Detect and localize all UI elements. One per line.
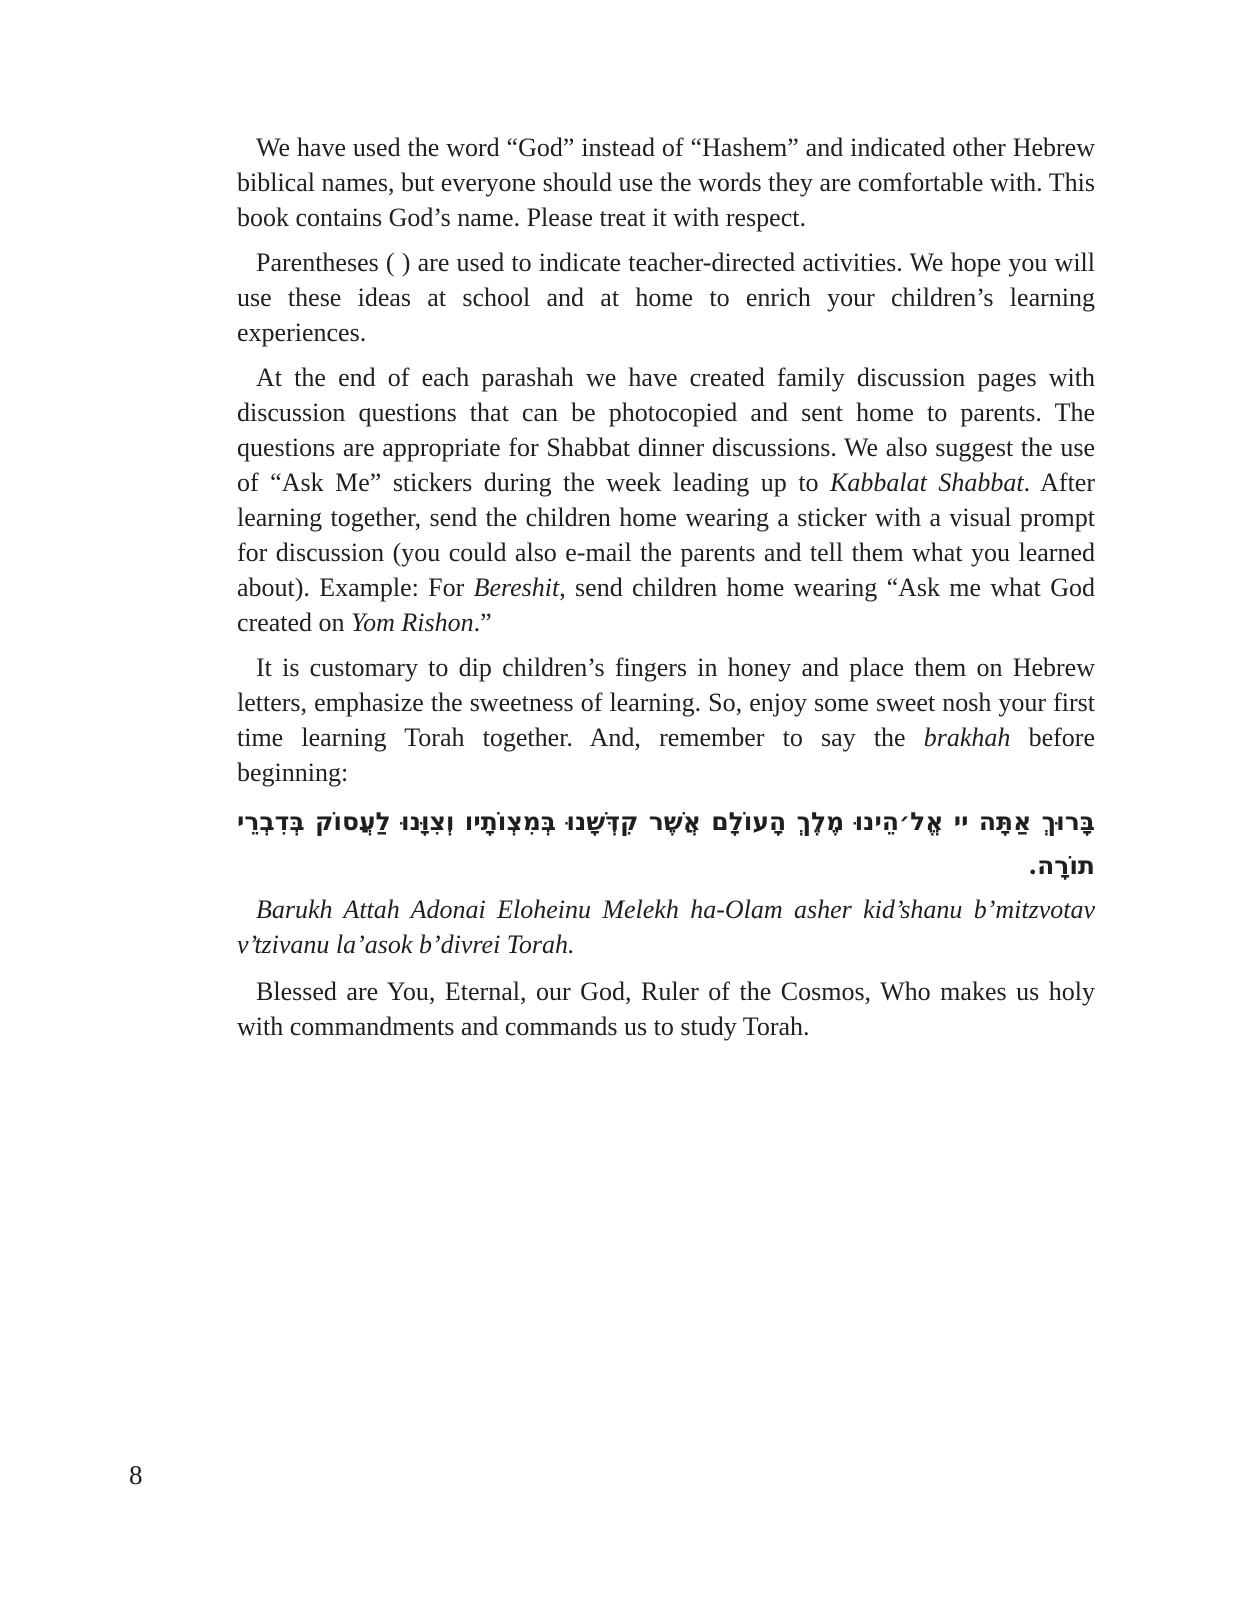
paragraph-transliteration	[237, 892, 1095, 962]
paragraph-honey-custom	[237, 650, 1095, 790]
paragraphs-container	[237, 130, 1095, 1044]
paragraph-god-name-note	[237, 130, 1095, 235]
text-segment: brakhah	[923, 723, 1011, 752]
paragraph-hebrew-blessing	[237, 800, 1095, 888]
text-segment: , send children home wearing “Ask me what God created on	[237, 573, 1095, 637]
text-segment: before beginning:	[237, 723, 1095, 787]
text-segment: Parentheses ( ) are used to indicate teacher-directed activities. We hope you will use these ideas at school and at home to enrich your children’s learning experiences.	[237, 248, 1095, 347]
text-segment: It is customary to dip children’s fingers in honey and place them on Hebrew letters, emphasize the sweetness of learning. So, enjoy some sweet nosh your first time learning Torah together. And, remember to say the	[237, 653, 1095, 752]
text-segment: Yom Rishon	[351, 608, 474, 637]
text-segment: We have used the word “God” instead of “Hashem” and indicated other Hebrew biblical names, but everyone should use the words they are comfortable with. This book contains God’s name. Please treat it with respect.	[237, 133, 1095, 232]
text-segment: Kabbalat Shabbat	[830, 468, 1024, 497]
text-segment: Blessed are You, Eternal, our God, Ruler of the Cosmos, Who makes us holy with commandments and commands us to study Torah.	[237, 977, 1095, 1041]
text-segment: Barukh Attah Adonai Eloheinu Melekh ha-Olam asher kid’shanu b’mitzvotav v’tzivanu la’asok b’divrei Torah.	[237, 895, 1095, 959]
text-segment: Bereshit	[473, 573, 560, 602]
paragraph-blessing-translation	[237, 974, 1095, 1044]
text-segment: . After learning together, send the children home wearing a sticker with a visual prompt for discussion (you could also e-mail the parents and tell them what you learned about). Example: For	[237, 468, 1096, 602]
text-block	[237, 130, 1095, 1054]
text-segment: בָּרוּךְ אַתָּה יי אֱל׳הֵינוּ מֶלֶךְ הָעוֹלָם אֲשֶׁר קִדְּשָׁנוּ בְּמִצְוֹתָיו וְצִוָּנוּ לַעֲסוֹק בְּדִבְרֵי תוֹרָה.	[237, 807, 1095, 880]
paragraph-parentheses-note	[237, 245, 1095, 350]
text-segment: .”	[473, 608, 492, 637]
paragraph-family-discussion	[237, 360, 1095, 640]
page-number: 8	[129, 1460, 143, 1490]
text-segment: At the end of each parashah we have created family discussion pages with discussion questions that can be photocopied and sent home to parents. The questions are appropriate for Shabbat dinner discussions. We also suggest the use of “Ask Me” stickers during the week leading up to	[237, 363, 1095, 497]
